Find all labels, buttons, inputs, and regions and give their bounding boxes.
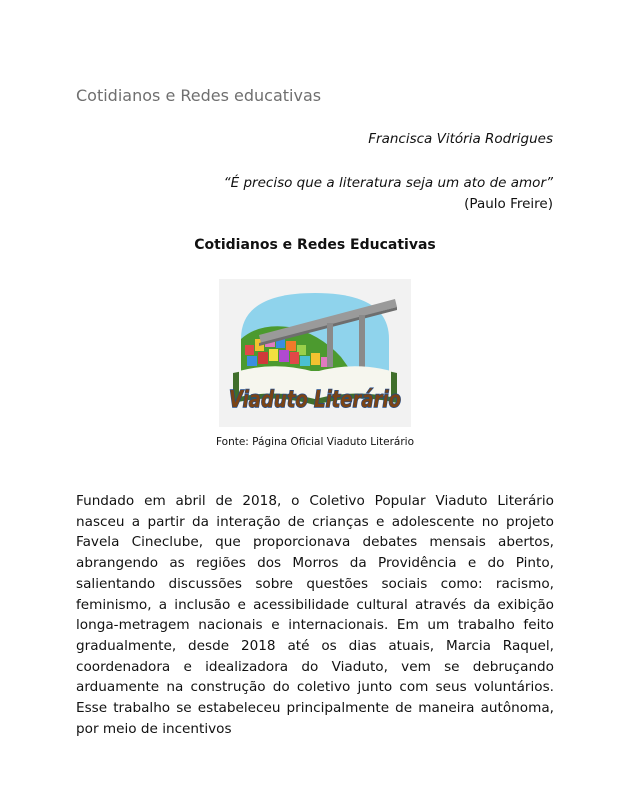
image-caption: Fonte: Página Oficial Viaduto Literário: [215, 436, 414, 448]
epigraph-quote: “É preciso que a literatura seja um ato de amor”: [223, 175, 553, 191]
article-title: Cotidianos e Redes Educativas: [194, 237, 436, 253]
logo-text: Viaduto Literário: [229, 387, 401, 413]
author-name: Francisca Vitória Rodrigues: [368, 131, 553, 147]
epigraph-attribution: (Paulo Freire): [464, 196, 553, 212]
body-paragraph: Fundado em abril de 2018, o Coletivo Popular Viaduto Literário nasceu a partir da interação de crianças e adolescente no projeto Favela Cineclube, que proporcionava debates mensais abertos, abrangendo as regiões dos Morros da Providência e do Pinto, salientando discussões sobre questões sociais como: racismo, feminismo, a inclusão e acessibilidade cultural através da exibição longa-metragem nacionais e internacionais. Em um trabalho feito gradualmente, desde 2018 até os dias atuais, Marcia Raquel, coordenadora e idealizadora do Viaduto, vem se debruçando arduamente na construção do coletivo junto com seus voluntários. Esse trabalho se estabeleceu principalmente de maneira autônoma, por meio de incentivos: [76, 493, 554, 737]
header-title: Cotidianos e Redes educativas: [76, 86, 322, 105]
logo-illustration: [219, 279, 411, 427]
viaduto-literario-logo: [219, 279, 411, 427]
